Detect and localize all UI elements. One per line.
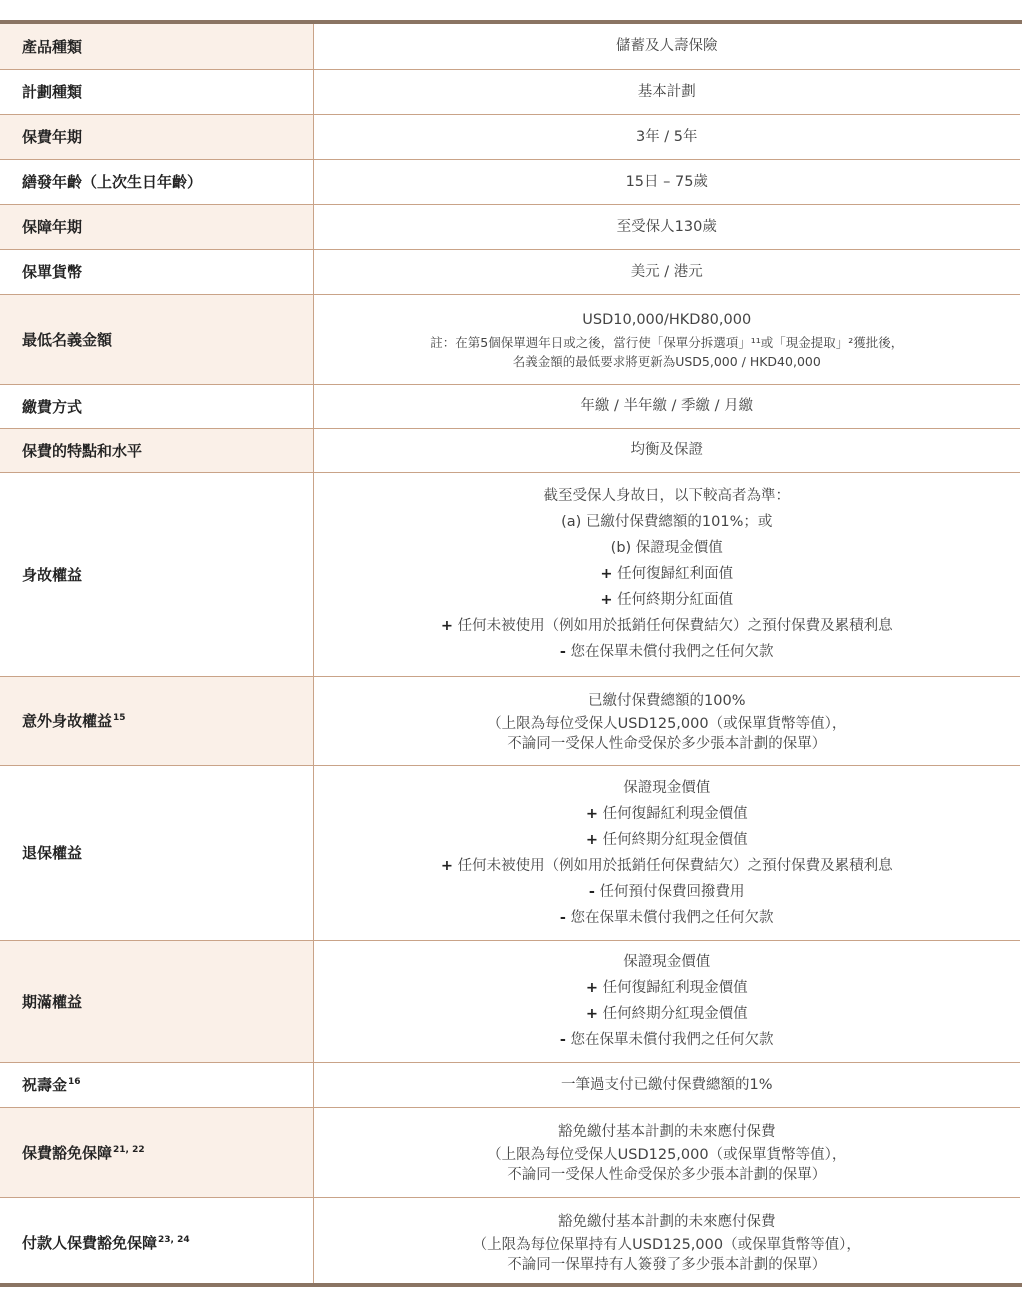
row-label-text: 最低名義金額 [22, 330, 113, 349]
row-label [0, 384, 313, 428]
value-line [314, 688, 1021, 714]
value-line [314, 801, 1021, 827]
row-value [313, 940, 1020, 1062]
value-line [314, 1001, 1021, 1027]
value-line [314, 853, 1021, 879]
row-label [0, 765, 313, 940]
value-text: 保證現金價值 [623, 779, 711, 796]
row-label [0, 294, 313, 384]
table-row [0, 1107, 1020, 1197]
value-line [314, 1255, 1021, 1275]
row-label [0, 249, 313, 294]
row-value [313, 69, 1020, 114]
table-row [0, 428, 1020, 472]
value-text: 名義金額的最低要求將更新為USD5,000 / HKD40,000 [512, 354, 821, 369]
bottom-rule [0, 1283, 1022, 1287]
row-label-text: 保費年期 [22, 128, 83, 146]
row-label-text: 付款人保費豁免保障 [22, 1233, 158, 1252]
value-text: 任何終期分紅面值 [612, 592, 734, 608]
value-line [314, 1145, 1021, 1165]
value-text: 豁免繳付基本計劃的未來應付保費 [558, 1214, 776, 1231]
value-line [314, 214, 1021, 240]
value-line [314, 879, 1021, 905]
value-line [314, 613, 1021, 639]
row-label-text: 保障年期 [22, 218, 83, 236]
value-line [314, 259, 1021, 285]
table-row [0, 249, 1020, 294]
row-value [313, 294, 1020, 384]
operator-sign: + [600, 566, 613, 582]
value-text: 截至受保人身故日，以下較高者為準： [543, 488, 790, 504]
value-text: 任何未被使用（例如用於抵銷任何保費結欠）之預付保費及累積利息 [453, 618, 893, 634]
value-line [314, 483, 1021, 509]
value-line [314, 1027, 1021, 1053]
footnote-ref: 16 [68, 1077, 81, 1087]
value-line [314, 1209, 1021, 1235]
value-text: 至受保人130歲 [616, 218, 717, 235]
operator-sign: + [585, 980, 599, 996]
row-value [313, 204, 1020, 249]
table-row [0, 69, 1020, 114]
value-text: 3年 / 5年 [635, 128, 698, 145]
row-value [313, 114, 1020, 159]
operator-sign: + [440, 857, 454, 874]
row-label-text: 期滿權益 [22, 992, 83, 1011]
value-line [314, 975, 1021, 1001]
value-line [314, 949, 1021, 975]
operator-sign: + [600, 592, 613, 608]
row-value [313, 428, 1020, 472]
value-text: 任何復歸紅利現金價值 [598, 980, 748, 996]
value-line [314, 561, 1021, 587]
value-line [314, 169, 1021, 195]
footnote-ref: 23, 24 [158, 1234, 190, 1245]
table-row [0, 384, 1020, 428]
row-label [0, 1197, 313, 1287]
value-line [314, 827, 1021, 853]
value-text: 不論同一受保人性命受保於多少張本計劃的保單） [507, 735, 827, 752]
table-row [0, 294, 1020, 384]
value-text: 您在保單未償付我們之任何欠款 [565, 1032, 774, 1048]
value-line [314, 1119, 1021, 1145]
operator-sign: + [440, 618, 454, 634]
row-label-text: 保費豁免保障 [22, 1143, 113, 1162]
value-text: 不論同一受保人性命受保於多少張本計劃的保單） [507, 1167, 827, 1183]
row-label-text: 祝壽金 [22, 1076, 68, 1094]
value-text: 基本計劃 [637, 83, 696, 100]
value-text: 美元 / 港元 [630, 263, 703, 280]
value-line [314, 1072, 1021, 1098]
table-row [0, 1197, 1020, 1287]
row-label-text: 退保權益 [22, 844, 83, 862]
value-text: 年繳 / 半年繳 / 季繳 / 月繳 [580, 398, 754, 414]
value-text: 一筆過支付已繳付保費總額的1% [560, 1076, 773, 1093]
value-line [314, 393, 1021, 419]
operator-sign: + [585, 805, 599, 822]
value-text: (a) 已繳付保費總額的101%；或 [561, 514, 773, 530]
value-text: USD10,000/HKD80,000 [582, 312, 752, 328]
value-text: 保證現金價值 [623, 954, 711, 970]
row-value [313, 384, 1020, 428]
table-row [0, 159, 1020, 204]
row-value [313, 159, 1020, 204]
value-line [314, 1235, 1021, 1255]
value-line [314, 307, 1021, 333]
value-line [314, 587, 1021, 613]
value-text: 任何終期分紅現金價值 [598, 831, 748, 848]
value-text: 不論同一保單持有人簽發了多少張本計劃的保單） [507, 1257, 827, 1274]
value-note [314, 352, 1021, 371]
footnote-ref: 15 [113, 713, 126, 723]
value-text: 均衡及保證 [630, 442, 703, 458]
value-line [314, 905, 1021, 931]
operator-sign: + [585, 1006, 599, 1022]
value-text: (b) 保證現金價值 [610, 540, 723, 556]
table-row [0, 472, 1020, 676]
value-note [314, 333, 1021, 352]
value-text: 15日 – 75歲 [625, 173, 708, 190]
operator-sign: - [559, 1032, 566, 1048]
value-line [314, 437, 1021, 463]
value-text: 註：在第5個保單週年日或之後，當行使「保單分拆選項」¹¹或「現金提取」²獲批後， [430, 335, 904, 350]
table-row [0, 24, 1020, 69]
row-label-text: 意外身故權益 [22, 712, 113, 730]
row-label [0, 159, 313, 204]
value-text: 任何終期分紅現金價值 [598, 1006, 748, 1022]
row-value [313, 765, 1020, 940]
row-label [0, 940, 313, 1062]
value-text: 儲蓄及人壽保險 [616, 38, 718, 55]
product-spec-table [0, 24, 1020, 1287]
value-text: （上限為每位受保人USD125,000（或保單貨幣等值）， [487, 715, 847, 732]
row-value [313, 472, 1020, 676]
operator-sign: + [585, 831, 599, 848]
operator-sign: - [559, 909, 566, 926]
row-value [313, 1062, 1020, 1107]
row-value [313, 1197, 1020, 1287]
table-row [0, 765, 1020, 940]
row-value [313, 24, 1020, 69]
row-label [0, 69, 313, 114]
value-line [314, 714, 1021, 734]
row-label [0, 676, 313, 765]
row-label [0, 114, 313, 159]
table-row [0, 676, 1020, 765]
value-text: （上限為每位保單持有人USD125,000（或保單貨幣等值）， [472, 1237, 861, 1254]
row-label [0, 1107, 313, 1197]
row-label-text: 產品種類 [22, 37, 83, 56]
operator-sign: - [559, 644, 566, 660]
row-label-text: 保單貨幣 [22, 263, 83, 281]
value-text: 任何預付保費回撥費用 [594, 883, 745, 900]
table-row [0, 940, 1020, 1062]
footnote-ref: 21, 22 [113, 1144, 145, 1155]
value-text: 已繳付保費總額的100% [588, 692, 746, 709]
value-line [314, 639, 1021, 665]
value-line [314, 79, 1021, 105]
spec-table-body [0, 24, 1020, 1287]
row-label [0, 204, 313, 249]
row-label-text: 身故權益 [22, 565, 83, 584]
value-text: 任何復歸紅利現金價值 [598, 805, 748, 822]
value-line [314, 33, 1021, 59]
value-line [314, 775, 1021, 801]
value-line [314, 1165, 1021, 1185]
value-text: 豁免繳付基本計劃的未來應付保費 [558, 1124, 776, 1140]
value-line [314, 124, 1021, 150]
value-line [314, 509, 1021, 535]
value-text: （上限為每位受保人USD125,000（或保單貨幣等值）， [487, 1147, 847, 1163]
row-label-text: 繕發年齡（上次生日年齡） [22, 173, 203, 191]
row-label [0, 24, 313, 69]
value-text: 任何復歸紅利面值 [612, 566, 734, 582]
row-label-text: 計劃種類 [22, 83, 83, 101]
row-label [0, 1062, 313, 1107]
value-text: 您在保單未償付我們之任何欠款 [565, 644, 774, 660]
row-label-text: 保費的特點和水平 [22, 441, 143, 460]
row-label-text: 繳費方式 [22, 397, 83, 416]
row-label [0, 428, 313, 472]
row-value [313, 249, 1020, 294]
value-line [314, 734, 1021, 754]
row-value [313, 1107, 1020, 1197]
operator-sign: - [588, 883, 595, 900]
table-row [0, 1062, 1020, 1107]
row-value [313, 676, 1020, 765]
row-label [0, 472, 313, 676]
value-text: 您在保單未償付我們之任何欠款 [565, 909, 774, 926]
table-row [0, 204, 1020, 249]
value-line [314, 535, 1021, 561]
value-text: 任何未被使用（例如用於抵銷任何保費結欠）之預付保費及累積利息 [453, 857, 893, 874]
table-row [0, 114, 1020, 159]
